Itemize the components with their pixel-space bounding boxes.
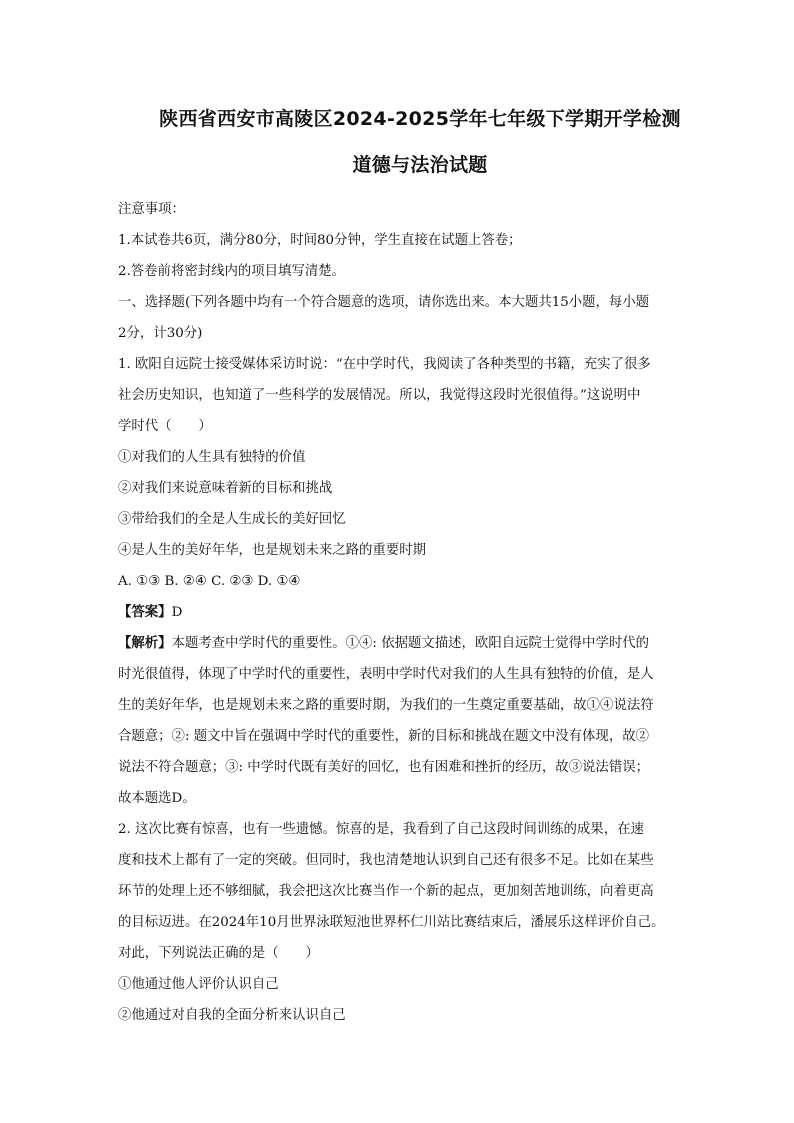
- document-title: 陕西省西安市高陵区2024-2025学年七年级下学期开学检测: [159, 108, 681, 130]
- q1-analysis-line-5: 说法不符合题意；③: 中学时代既有美好的回忆，也有困难和挫折的经历，故③说法错误；: [118, 760, 649, 775]
- notes-item-1: 1.本试卷共6页，满分80分，时间80分钟，学生直接在试题上答卷；: [118, 233, 522, 248]
- answer-value: D: [171, 605, 183, 620]
- q1-stem-line-2: 社会历史知识，也知道了一些科学的发展情况。所以，我觉得这段时光很值得。”这说明中: [118, 388, 641, 403]
- notes-heading: 注意事项：: [118, 202, 185, 217]
- q2-statement-2: ②他通过对自我的全面分析来认识自己: [118, 1008, 346, 1023]
- q1-stem-line-1: 1. 欧阳自远院士接受媒体采访时说：“在中学时代，我阅读了各种类型的书籍，充实了很多: [118, 357, 651, 372]
- notes-item-2: 2.答卷前将密封线内的项目填写清楚。: [118, 264, 346, 279]
- q2-stem-line-2: 度和技术上都有了一定的突破。但同时，我也清楚地认识到自己还有很多不足。比如在某些: [118, 853, 654, 868]
- q1-statement-3: ③带给我们的全是人生成长的美好回忆: [118, 512, 346, 527]
- q1-statement-1: ①对我们的人生具有独特的价值: [118, 450, 306, 465]
- q1-analysis-line-2: 时光很值得，体现了中学时代的重要性，表明中学时代对我们的人生具有独特的价值，是人: [118, 667, 654, 682]
- q1-answer: [118, 597, 722, 628]
- q1-stem-line-3: 学时代（ ）: [118, 419, 212, 434]
- section-heading-line-1: 一、选择题(下列各题中均有一个符合题意的选项，请你选出来。本大题共15小题，每小题: [118, 295, 650, 310]
- answer-label: 【答案】: [118, 605, 172, 620]
- analysis-text: 本题考查中学时代的重要性。①④: 依据题文描述，欧阳自远院士觉得中学时代的: [171, 636, 649, 651]
- q1-analysis-line-1: [118, 628, 722, 659]
- analysis-label: 【解析】: [118, 636, 172, 651]
- q1-options: A. ①③ B. ②④ C. ②③ D. ①④: [118, 574, 301, 589]
- q2-stem-line-1: 2. 这次比赛有惊喜，也有一些遗憾。惊喜的是，我看到了自己这段时间训练的成果，在速: [118, 822, 644, 837]
- q1-analysis-line-3: 生的美好年华，也是规划未来之路的重要时期，为我们的一生奠定重要基础，故①④说法符: [118, 698, 654, 713]
- q2-stem-line-4: 的目标迈进。在2024年10月世界泳联短池世界杯仁川站比赛结束后，潘展乐这样评价自己。: [118, 915, 665, 930]
- q2-stem-line-3: 环节的处理上还不够细腻，我会把这次比赛当作一个新的起点，更加刻苦地训练，向着更高: [118, 884, 654, 899]
- q2-statement-1: ①他通过他人评价认识自己: [118, 977, 279, 992]
- q1-analysis-line-4: 合题意；②: 题文中旨在强调中学时代的重要性，新的目标和挑战在题文中没有体现，故②: [118, 729, 649, 744]
- document-subtitle: 道德与法治试题: [352, 154, 488, 176]
- section-heading-line-2: 2分，计30分): [118, 326, 203, 341]
- q1-statement-4: ④是人生的美好年华，也是规划未来之路的重要时期: [118, 543, 426, 558]
- q1-statement-2: ②对我们来说意味着新的目标和挑战: [118, 481, 333, 496]
- q1-analysis-line-6: 故本题选D。: [118, 791, 196, 806]
- q2-stem-line-5: 对此，下列说法正确的是（ ）: [118, 946, 319, 961]
